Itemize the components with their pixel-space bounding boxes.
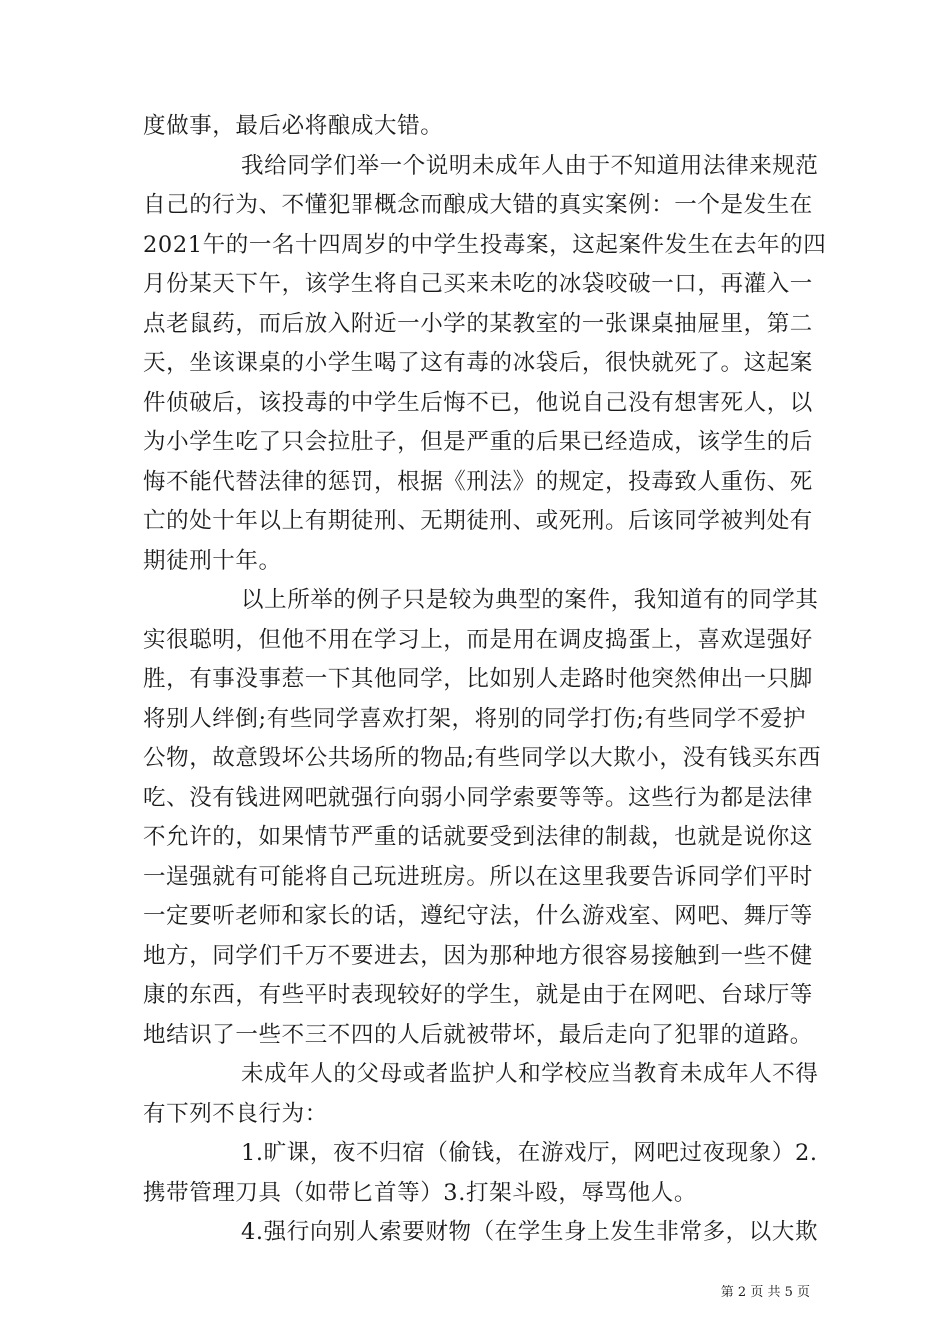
text-line: 亡的处十年以上有期徒刑、无期徒刑、或死刑。后该同学被判处有	[143, 508, 813, 534]
text-line: 一定要听老师和家长的话，遵纪守法，什么游戏室、网吧、舞厅等	[143, 903, 813, 929]
text-line: 有下列不良行为：	[143, 1101, 328, 1127]
text-line: 2021午的一名十四周岁的中学生投毒案，这起案件发生在去年的四	[143, 232, 827, 258]
text-line: 胜，有事没事惹一下其他同学，比如别人走路时他突然伸出一只脚	[143, 666, 813, 692]
paragraph-start-line: 以上所举的例子只是较为典型的案件，我知道有的同学其	[241, 587, 819, 613]
text-line: 不允许的，如果情节严重的话就要受到法律的制裁，也就是说你这	[143, 824, 813, 850]
text-line: 期徒刑十年。	[143, 548, 282, 574]
text-line: 月份某天下午，该学生将自己买来未吃的冰袋咬破一口，再灌入一	[143, 271, 813, 297]
text-line: 公物，故意毁坏公共场所的物品;有些同学以大欺小，没有钱买东西	[143, 745, 822, 771]
text-line: 自己的行为、不懂犯罪概念而酿成大错的真实案例：一个是发生在	[143, 192, 813, 218]
text-line: 点老鼠药，而后放入附近一小学的某教室的一张课桌抽屉里，第二	[143, 311, 813, 337]
text-line: 悔不能代替法律的惩罚，根据《刑法》的规定，投毒致人重伤、死	[143, 469, 813, 495]
text-line: 为小学生吃了只会拉肚子，但是严重的后果已经造成，该学生的后	[143, 429, 813, 455]
list-item-line: 1.旷课，夜不归宿（偷钱，在游戏厅，网吧过夜现象）2.	[241, 1140, 818, 1166]
text-line: 实很聪明，但他不用在学习上，而是用在调皮捣蛋上，喜欢逞强好	[143, 627, 813, 653]
text-line: 件侦破后，该投毒的中学生后悔不已，他说自己没有想害死人，以	[143, 390, 813, 416]
text-line: 地结识了一些不三不四的人后就被带坏，最后走向了犯罪的道路。	[143, 1022, 813, 1048]
text-line: 康的东西，有些平时表现较好的学生，就是由于在网吧、台球厅等	[143, 982, 813, 1008]
paragraph-start-line: 我给同学们举一个说明未成年人由于不知道用法律来规范	[241, 153, 819, 179]
page-number-footer: 第 2 页 共 5 页	[720, 1285, 810, 1300]
text-line: 天，坐该课桌的小学生喝了这有毒的冰袋后，很快就死了。这起案	[143, 350, 813, 376]
text-line: 一逞强就有可能将自己玩进班房。所以在这里我要告诉同学们平时	[143, 864, 813, 890]
list-item-line: 4.强行向别人索要财物（在学生身上发生非常多，以大欺	[241, 1219, 819, 1245]
list-item-line: 携带管理刀具（如带匕首等）3.打架斗殴，辱骂他人。	[143, 1180, 697, 1206]
text-line: 吃、没有钱进网吧就强行向弱小同学索要等等。这些行为都是法律	[143, 785, 813, 811]
text-line: 将别人绊倒;有些同学喜欢打架，将别的同学打伤;有些同学不爱护	[143, 706, 807, 732]
text-line: 度做事，最后必将酿成大错。	[143, 113, 444, 139]
paragraph-start-line: 未成年人的父母或者监护人和学校应当教育未成年人不得	[241, 1061, 819, 1087]
text-line: 地方，同学们千万不要进去，因为那种地方很容易接触到一些不健	[143, 943, 813, 969]
